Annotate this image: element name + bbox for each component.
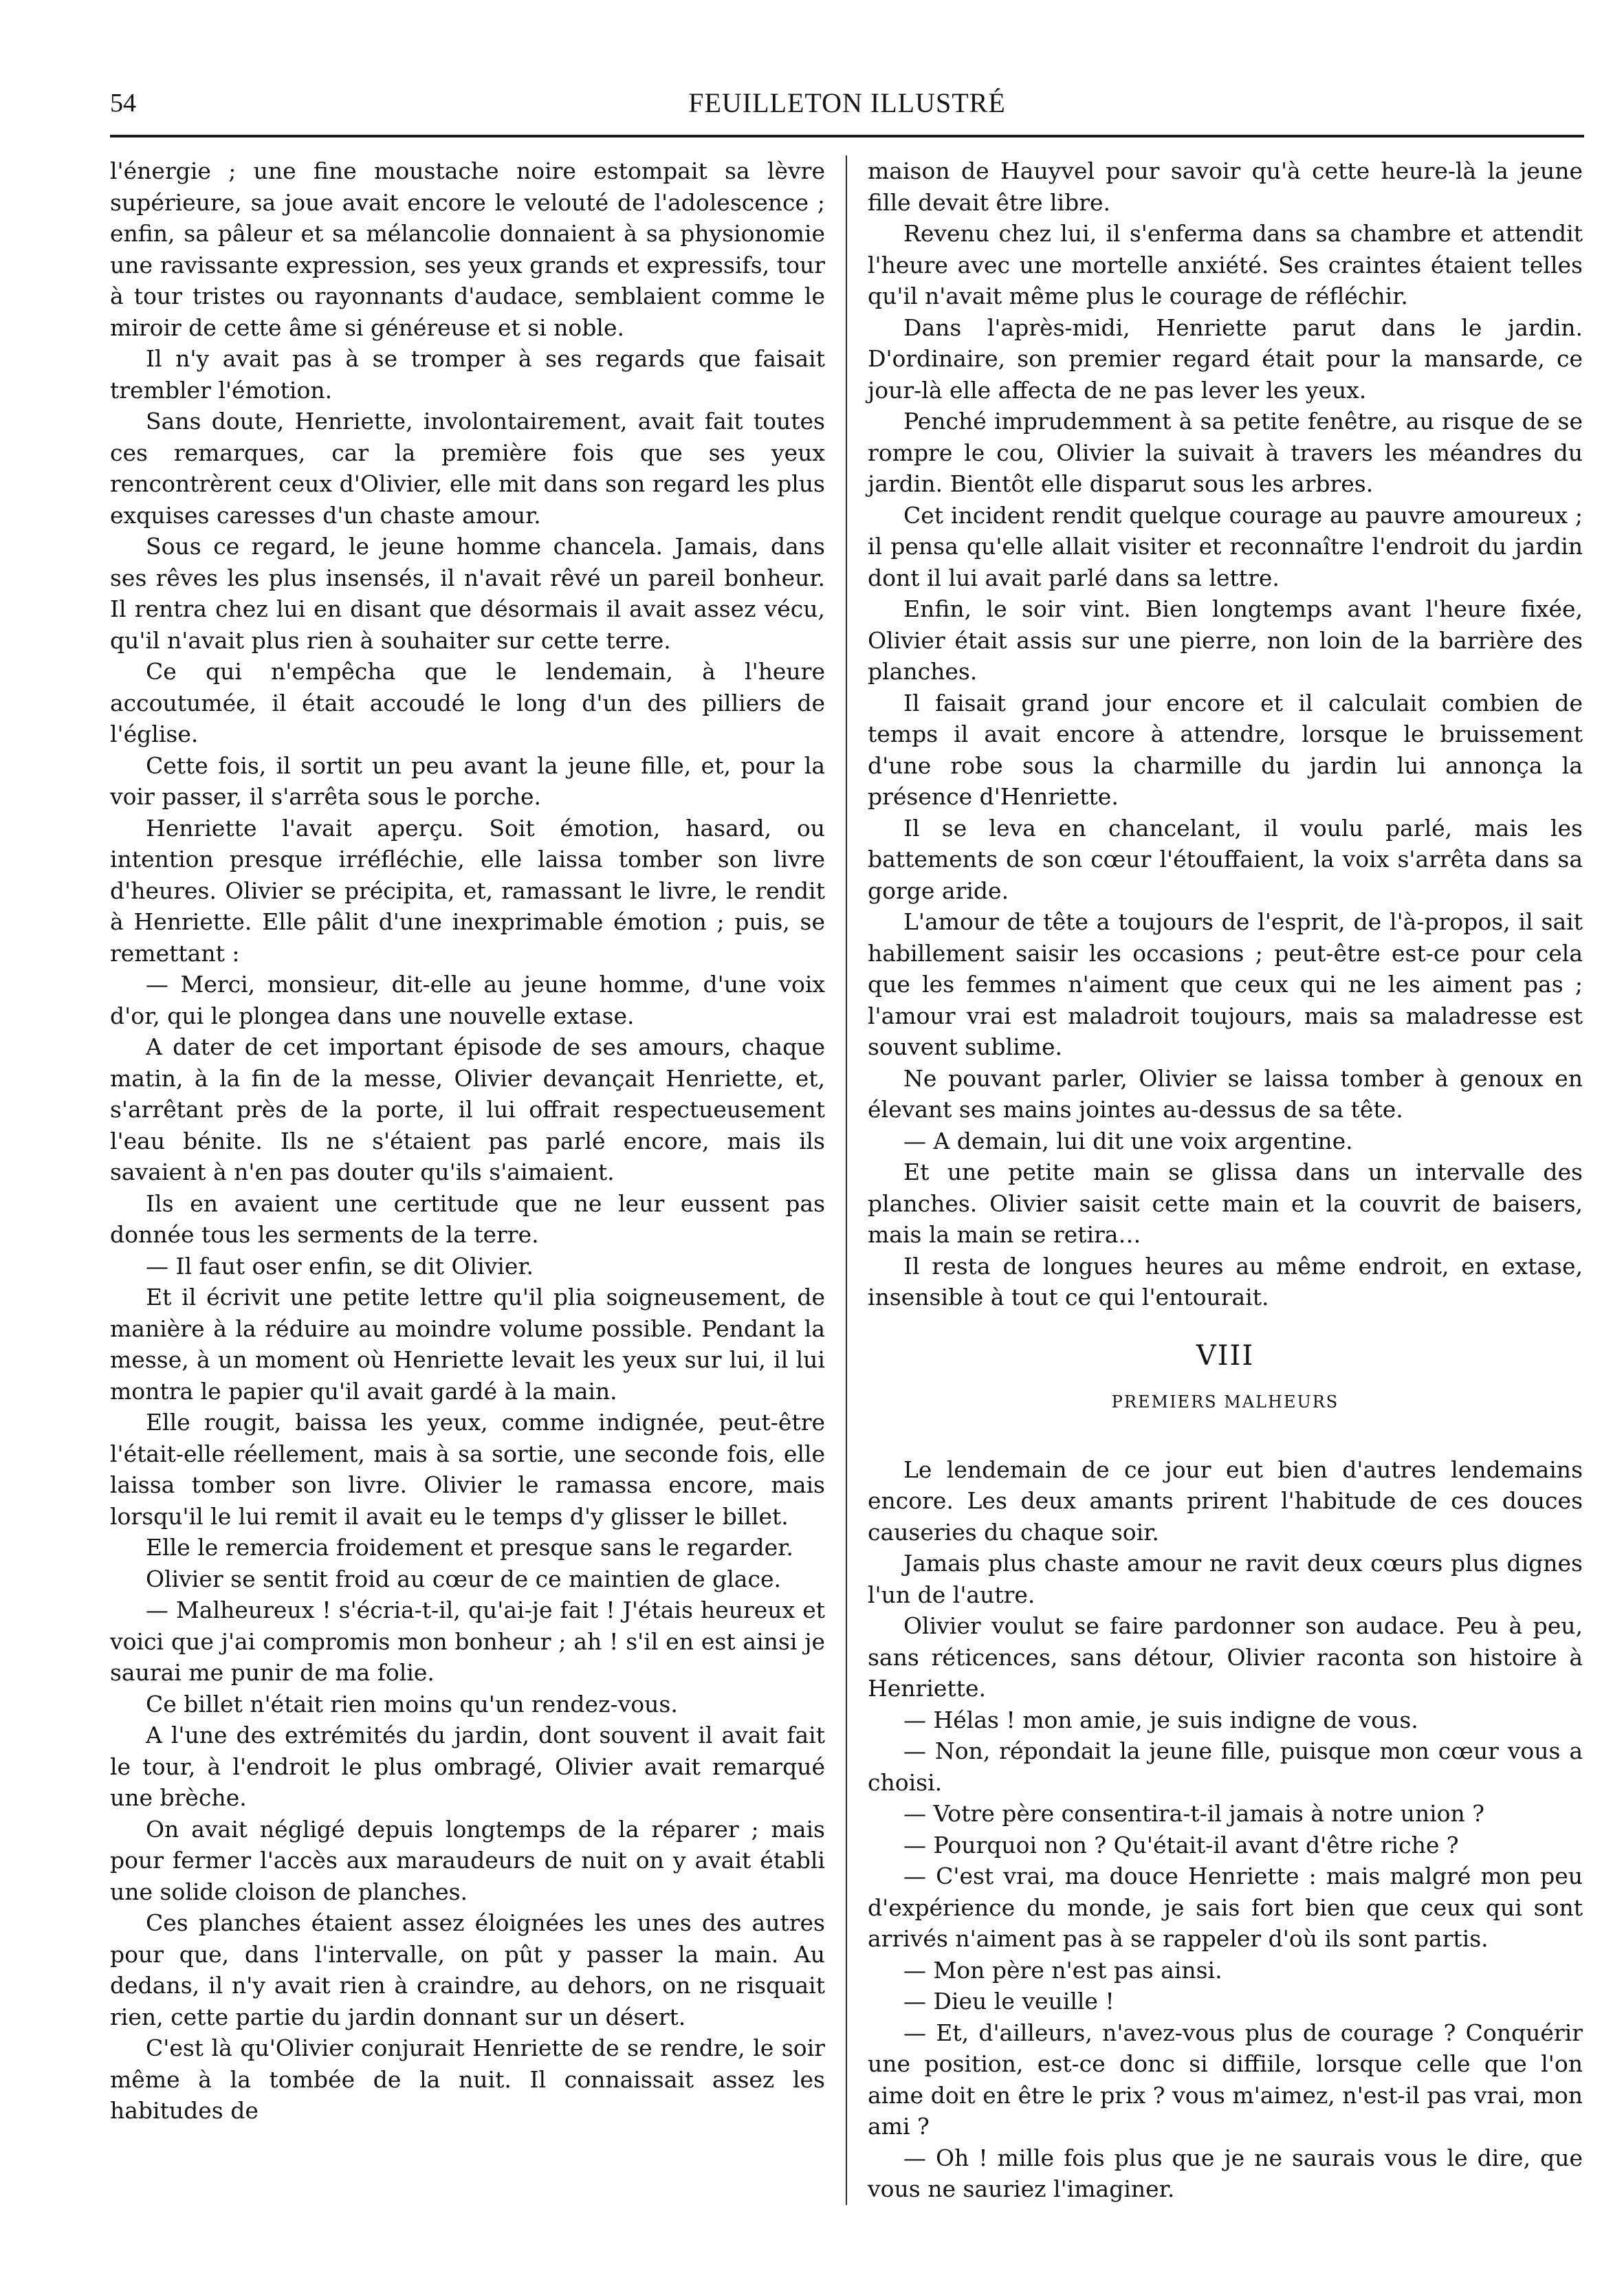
paragraph: Henriette l'avait aperçu. Soit émotion, hasard, ou intention presque irréfléchie, elle laissa tomber son livre d'heures. Olivier se précipita, et, ramassant le livre, le rendit à Henriette. Elle pâlit d'une inexprimable émotion ; puis, se remettant : (110, 814, 825, 967)
paragraph: Ces planches étaient assez éloignées les unes des autres pour que, dans l'intervalle, on pût y passer la main. Au dedans, il n'y avait rien à craindre, au dehors, on ne risquait rien, cette partie du jardin donnant sur un désert. (110, 1909, 825, 2030)
paragraph: Ne pouvant parler, Olivier se laissa tomber à genoux en élevant ses mains jointes au-dessus de sa tête. (868, 1064, 1583, 1123)
paragraph: l'énergie ; une fine moustache noire estompait sa lèvre supérieure, sa joue avait encore le velouté de l'adolescence ; enfin, sa pâleur et sa mélancolie donnaient à sa physionomie une ravissante expression, ses yeux grands et expressifs, tour à tour tristes ou rayonnants d'audace, semblaient comme le miroir de cette âme si généreuse et si noble. (110, 157, 825, 341)
chapter-title: PREMIERS MALHEURS (1111, 1392, 1339, 1412)
paragraph: Elle rougit, baissa les yeux, comme indignée, peut-être l'était-elle réellement, mais à sa sortie, une seconde fois, elle laissa tomber son livre. Olivier le ramassa encore, mais lorsqu'il le lui remit il avait eu le temps d'y glisser le billet. (110, 1409, 825, 1530)
paragraph: — Non, répondait la jeune fille, puisque mon cœur vous a choisi. (868, 1737, 1583, 1796)
paragraph: maison de Hauyvel pour savoir qu'à cette heure-là la jeune fille devait être libre. (868, 157, 1583, 216)
paragraph: Enfin, le soir vint. Bien longtemps avant l'heure fixée, Olivier était assis sur une pierre, non loin de la barrière des planches. (868, 595, 1583, 685)
paragraph: — A demain, lui dit une voix argentine. (903, 1127, 1353, 1154)
paragraph: A dater de cet important épisode de ses amours, chaque matin, à la fin de la messe, Olivier devançait Henriette, et, s'arrêtant près de la porte, il lui offrait respectueusement l'eau bénite. Ils ne s'étaient pas parlé encore, mais ils savaient à n'en pas douter qu'ils s'aimaient. (110, 1033, 825, 1185)
paragraph: C'est là qu'Olivier conjurait Henriette de se rendre, le soir même à la tombée de la nuit. Il connaissait assez les habitudes de (110, 2034, 825, 2124)
paragraph: — Pourquoi non ? Qu'était-il avant d'être riche ? (903, 1831, 1459, 1858)
paragraph: Olivier se sentit froid au cœur de ce maintien de glace. (146, 1565, 781, 1592)
paragraph: Olivier voulut se faire pardonner son audace. Peu à peu, sans réticences, sans détour, Olivier raconta son histoire à Henriette. (868, 1612, 1583, 1702)
paragraph: Cet incident rendit quelque courage au pauvre amoureux ; il pensa qu'elle allait visiter et reconnaître l'endroit du jardin dont il lui avait parlé dans sa lettre. (868, 501, 1583, 591)
paragraph: A l'une des extrémités du jardin, dont souvent il avait fait le tour, à l'endroit le plus ombragé, Olivier avait remarqué une brèche. (110, 1722, 825, 1811)
page-header (110, 81, 1584, 136)
paragraph: L'amour de tête a toujours de l'esprit, de l'à-propos, il sait habillement saisir les occasions ; peut-être est-ce pour cela que les femmes n'aiment que ceux qui ne les aiment pas ; l'amour vrai est maladroit toujours, mais sa maladresse est souvent sublime. (868, 908, 1583, 1060)
paragraph: Ce billet n'était rien moins qu'un rendez-vous. (146, 1690, 678, 1718)
paragraph: — Hélas ! mon amie, je suis indigne de vous. (903, 1706, 1418, 1733)
chapter-number: VIII (1196, 1339, 1255, 1372)
paragraph: Il se leva en chancelant, il voulu parlé, mais les battements de son cœur l'étouffaient, la voix s'arrêta dans sa gorge aride. (868, 814, 1583, 904)
paragraph: Il n'y avait pas à se tromper à ses regards que faisait trembler l'émotion. (110, 345, 825, 404)
running-title: FEUILLETON ILLUSTRÉ (688, 87, 1006, 118)
paragraph: Sans doute, Henriette, involontairement, avait fait toutes ces remarques, car la première fois que ses yeux rencontrèrent ceux d'Olivier, elle mit dans son regard les plus exquises caresses d'un chaste amour. (110, 408, 825, 529)
paragraph: Sous ce regard, le jeune homme chancela. Jamais, dans ses rêves les plus insensés, il n'avait rêvé un pareil bonheur. Il rentra chez lui en disant que désormais il avait assez vécu, qu'il n'avait plus rien à souhaiter sur cette terre. (110, 533, 825, 654)
paragraph: Et il écrivit une petite lettre qu'il plia soigneusement, de manière à la réduire au moindre volume possible. Pendant la messe, à un moment où Henriette levait les yeux sur lui, il lui montra le papier qu'il avait gardé à la main. (110, 1284, 825, 1405)
paragraph: — Et, d'ailleurs, n'avez-vous plus de courage ? Conquérir une position, est-ce donc si diffiile, lorsque celle que l'on aime doit en être le prix ? vous m'aimez, n'est-il pas vrai, mon ami ? (868, 2019, 1583, 2140)
column-divider (846, 155, 847, 2205)
paragraph: — Votre père consentira-t-il jamais à notre union ? (903, 1800, 1484, 1827)
paragraph: Cette fois, il sortit un peu avant la jeune fille, et, pour la voir passer, il s'arrêta sous le porche. (110, 751, 825, 810)
paragraph: — Malheureux ! s'écria-t-il, qu'ai-je fait ! J'étais heureux et voici que j'ai compromis mon bonheur ; ah ! s'il en est ainsi je saurai me punir de ma folie. (110, 1597, 825, 1686)
paragraph: Il faisait grand jour encore et il calculait combien de temps il avait encore à attendre, lorsque le bruissement d'une robe sous la charmille du jardin lui annonça la présence d'Henriette. (868, 689, 1583, 810)
header-rule (110, 135, 1584, 138)
right-column (868, 155, 1583, 2205)
paragraph: — Il faut oser enfin, se dit Olivier. (146, 1252, 534, 1280)
paragraph: On avait négligé depuis longtemps de la réparer ; mais pour fermer l'accès aux maraudeurs de nuit on y avait établi une solide cloison de planches. (110, 1815, 825, 1905)
paragraph: Le lendemain de ce jour eut bien d'autres lendemains encore. Les deux amants prirent l'habitude de ces douces causeries du chaque soir. (868, 1456, 1583, 1546)
paragraph: Et une petite main se glissa dans un intervalle des planches. Olivier saisit cette main et la couvrit de baisers, mais la main se retira… (868, 1159, 1583, 1248)
paragraph: Ils en avaient une certitude que ne leur eussent pas donnée tous les serments de la terre. (110, 1189, 825, 1248)
paragraph: Jamais plus chaste amour ne ravit deux cœurs plus dignes l'un de l'autre. (868, 1550, 1583, 1608)
paragraph: Il resta de longues heures au même endroit, en extase, insensible à tout ce qui l'entourait. (868, 1252, 1583, 1310)
page-number: 54 (110, 89, 136, 118)
paragraph: — Dieu le veuille ! (903, 1988, 1115, 2015)
paragraph: Dans l'après-midi, Henriette parut dans le jardin. D'ordinaire, son premier regard était pour la mansarde, ce jour-là elle affecta de ne pas lever les yeux. (868, 314, 1583, 404)
paragraph: — C'est vrai, ma douce Henriette : mais malgré mon peu d'expérience du monde, je sais fort bien que ceux qui sont arrivés n'aiment pas à se rappeler d'où ils sont partis. (868, 1863, 1583, 1952)
left-column (110, 155, 825, 2127)
paragraph: Revenu chez lui, il s'enferma dans sa chambre et attendit l'heure avec une mortelle anxiété. Ses craintes étaient telles qu'il n'avait même plus le courage de réfléchir. (868, 220, 1583, 309)
paragraph: Penché imprudemment à sa petite fenêtre, au risque de se rompre le cou, Olivier la suivait à travers les méandres du jardin. Bientôt elle disparut sous les arbres. (868, 408, 1583, 497)
paragraph: — Merci, monsieur, dit-elle au jeune homme, d'une voix d'or, qui le plongea dans une nouvelle extase. (110, 971, 825, 1029)
paragraph: — Mon père n'est pas ainsi. (903, 1956, 1222, 1984)
paragraph: Elle le remercia froidement et presque sans le regarder. (146, 1534, 793, 1561)
paragraph: — Oh ! mille fois plus que je ne saurais vous le dire, que vous ne sauriez l'imaginer. (868, 2144, 1583, 2202)
paragraph: Ce qui n'empêcha que le lendemain, à l'heure accoutumée, il était accoudé le long d'un des pilliers de l'église. (110, 658, 825, 747)
